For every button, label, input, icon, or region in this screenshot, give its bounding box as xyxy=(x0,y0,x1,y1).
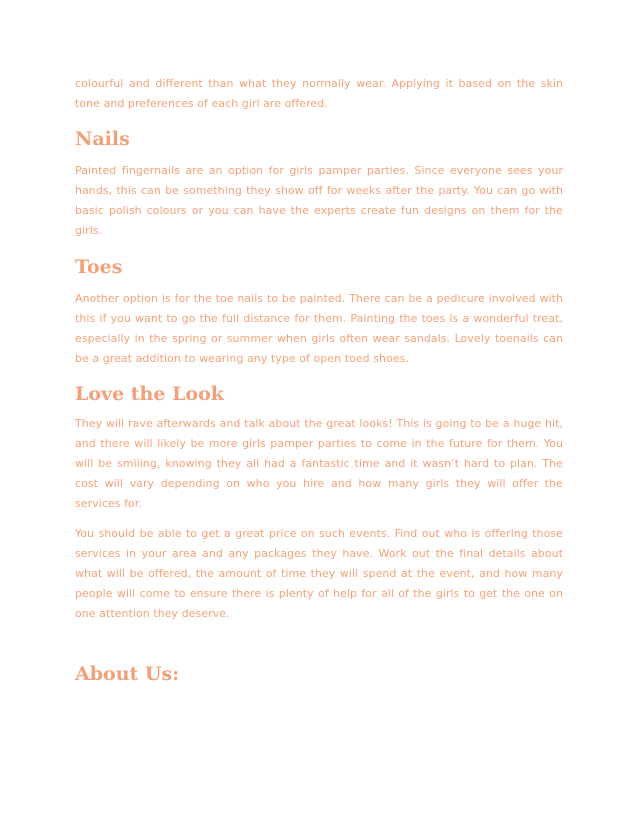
love-the-look-paragraph-2: You should be able to get a great price on such events. Find out who is offering those services in your area and any packages they have. Work out the final details about what will be offered, the amount of time they will spend at the event, and how many people will come to ensure there is plenty of help for all of the girls to get the one on one attention they deserve. xyxy=(75,527,563,620)
nails-paragraph: Painted fingernails are an option for girls pamper parties. Since everyone sees your hands, this can be something they show off for weeks after the party. You can go with basic polish colours or you can have the experts create fun designs on them for the girls. xyxy=(75,164,563,237)
intro-paragraph: colourful and different than what they normally wear. Applying it based on the skin tone and preferences of each girl are offered. xyxy=(75,77,563,110)
heading-nails: Nails xyxy=(75,128,130,150)
love-the-look-paragraph-1: They will rave afterwards and talk about the great looks! This is going to be a huge hit, and there will likely be more girls pamper parties to come in the future for them. You will be smiling, knowing they all had a fantastic time and it wasn’t hard to plan. The cost will vary depending on who you hire and how many girls they will offer the services for. xyxy=(75,417,563,510)
heading-toes: Toes xyxy=(75,256,123,278)
document-page xyxy=(75,74,563,686)
toes-paragraph: Another option is for the toe nails to be painted. There can be a pedicure involved with this if you want to go the full distance for them. Painting the toes is a wonderful treat, especially in the spring or summer when girls often wear sandals. Lovely toenails can be a great addition to wearing any type of open toed shoes. xyxy=(75,292,563,365)
heading-love-the-look: Love the Look xyxy=(75,383,224,405)
heading-about-us: About Us: xyxy=(75,663,180,685)
